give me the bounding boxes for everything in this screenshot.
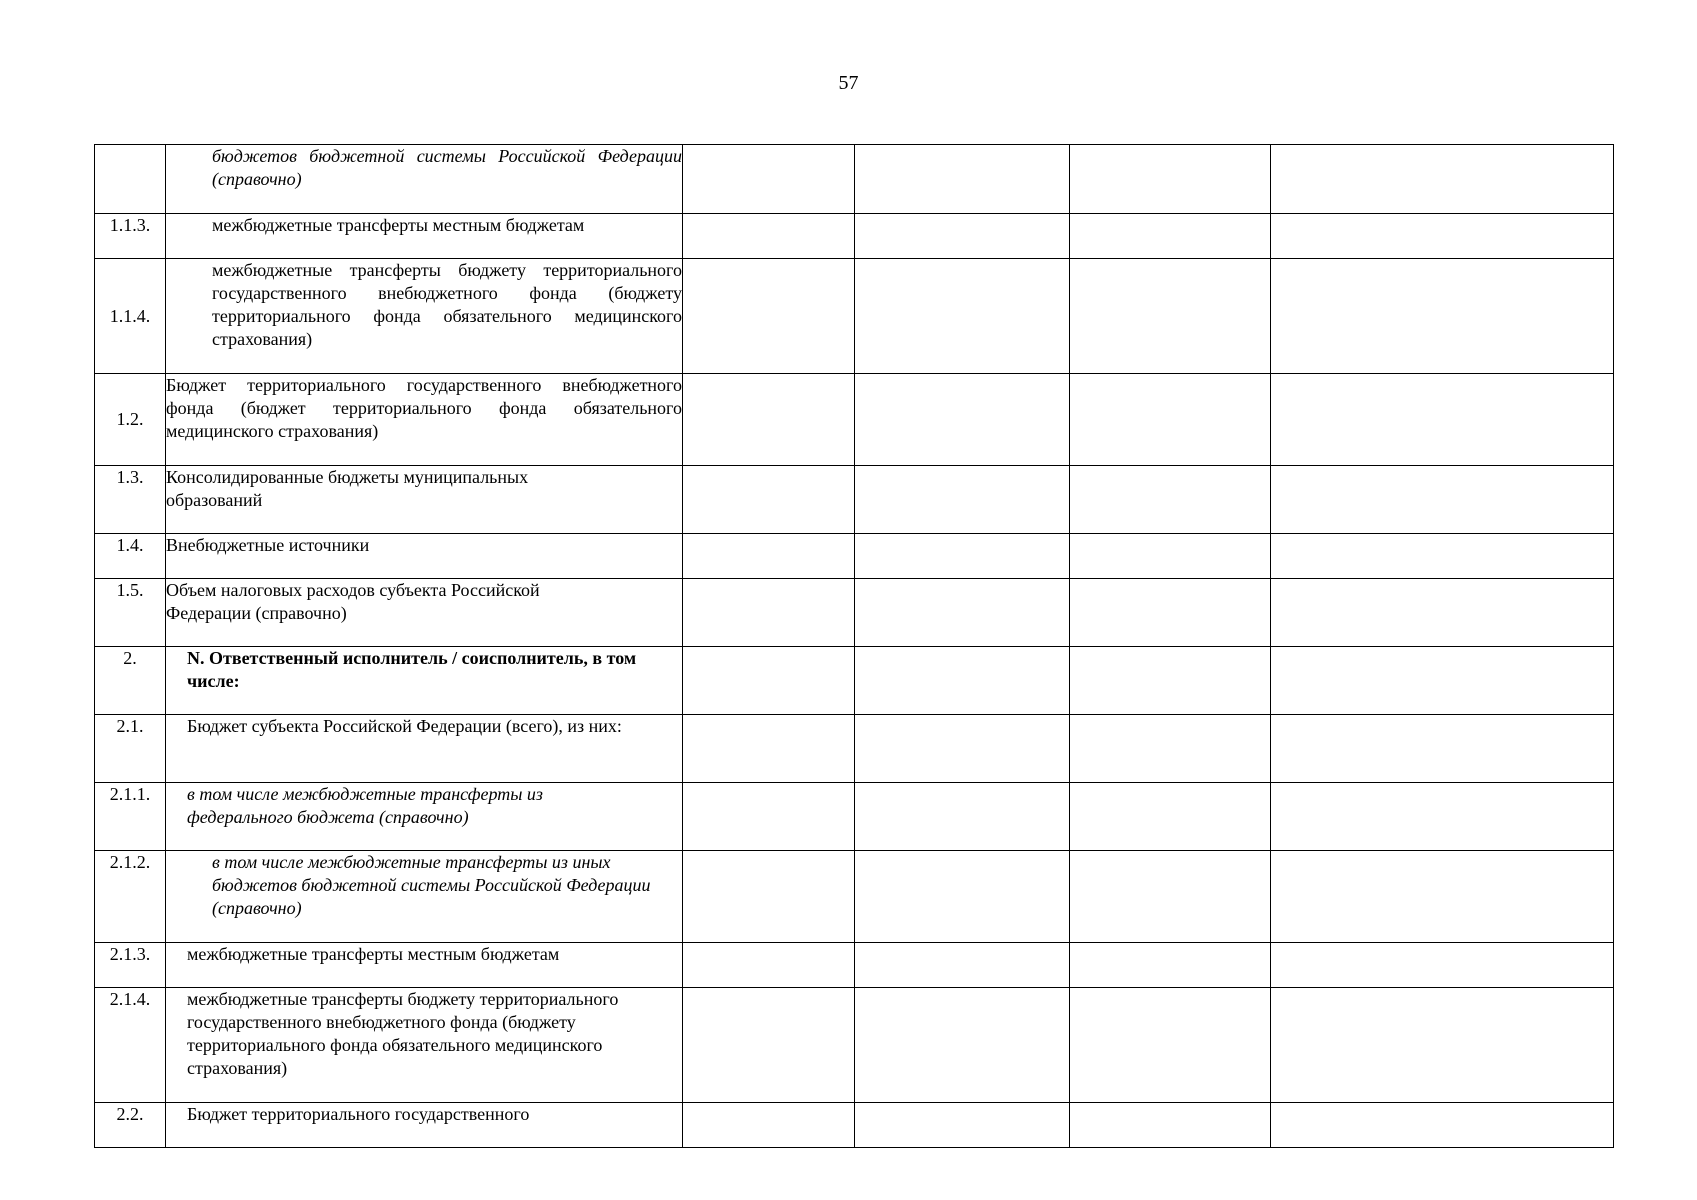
row-label: Бюджет территориального государственного: [166, 1103, 683, 1148]
value-cell: [1271, 466, 1614, 534]
row-number: 1.1.3.: [95, 214, 166, 259]
row-label: межбюджетные трансферты местным бюджетам: [166, 214, 683, 259]
row-number: 1.4.: [95, 534, 166, 579]
table-row: [95, 579, 1614, 647]
value-cell: [683, 1103, 855, 1148]
table-row: [95, 988, 1614, 1103]
value-cell: [855, 783, 1070, 851]
value-cell: [1070, 214, 1271, 259]
value-cell: [1070, 534, 1271, 579]
value-cell: [855, 214, 1070, 259]
row-label: в том числе межбюджетные трансферты из федерального бюджета (справочно): [166, 783, 683, 851]
value-cell: [855, 259, 1070, 374]
row-number: 2.1.3.: [95, 943, 166, 988]
row-label: Внебюджетные источники: [166, 534, 683, 579]
value-cell: [855, 374, 1070, 466]
value-cell: [855, 943, 1070, 988]
value-cell: [855, 988, 1070, 1103]
table-row: [95, 374, 1614, 466]
value-cell: [683, 214, 855, 259]
value-cell: [855, 647, 1070, 715]
value-cell: [1271, 534, 1614, 579]
value-cell: [1070, 988, 1271, 1103]
value-cell: [1271, 715, 1614, 783]
value-cell: [1271, 783, 1614, 851]
table-row: [95, 145, 1614, 214]
value-cell: [855, 1103, 1070, 1148]
value-cell: [683, 851, 855, 943]
row-number: 2.: [95, 647, 166, 715]
value-cell: [855, 715, 1070, 783]
row-number: 1.1.4.: [95, 259, 166, 374]
value-cell: [1271, 145, 1614, 214]
value-cell: [683, 145, 855, 214]
table-row: [95, 1103, 1614, 1148]
table-row: [95, 534, 1614, 579]
value-cell: [1070, 145, 1271, 214]
row-label: межбюджетные трансферты бюджету территориального государственного внебюджетного фонда (бюджету территориального фонда обязательного медицинского страхования): [166, 259, 683, 374]
value-cell: [1070, 851, 1271, 943]
row-label: Бюджет территориального государственного внебюджетного фонда (бюджет территориального фонда обязательного медицинского страхования): [166, 374, 683, 466]
value-cell: [1271, 374, 1614, 466]
budget-table: [94, 144, 1614, 1148]
value-cell: [855, 851, 1070, 943]
table-row: [95, 715, 1614, 783]
value-cell: [855, 466, 1070, 534]
row-number: [95, 145, 166, 214]
row-label: межбюджетные трансферты бюджету территориального государственного внебюджетного фонда (бюджету территориального фонда обязательного медицинского страхования): [166, 988, 683, 1103]
value-cell: [1271, 1103, 1614, 1148]
row-number: 2.1.1.: [95, 783, 166, 851]
value-cell: [683, 259, 855, 374]
value-cell: [1070, 374, 1271, 466]
value-cell: [683, 466, 855, 534]
row-label: Бюджет субъекта Российской Федерации (всего), из них:: [166, 715, 683, 783]
row-number: 2.1.2.: [95, 851, 166, 943]
table-row: [95, 851, 1614, 943]
table-row: [95, 214, 1614, 259]
value-cell: [1271, 259, 1614, 374]
table-row: [95, 259, 1614, 374]
value-cell: [683, 579, 855, 647]
row-number: 2.1.4.: [95, 988, 166, 1103]
value-cell: [683, 534, 855, 579]
value-cell: [855, 145, 1070, 214]
value-cell: [1271, 943, 1614, 988]
value-cell: [1271, 647, 1614, 715]
value-cell: [1070, 715, 1271, 783]
table-row: [95, 647, 1614, 715]
value-cell: [683, 943, 855, 988]
value-cell: [1271, 988, 1614, 1103]
value-cell: [683, 647, 855, 715]
row-label: N. Ответственный исполнитель / соисполнитель, в том числе:: [166, 647, 683, 715]
value-cell: [683, 783, 855, 851]
value-cell: [1070, 943, 1271, 988]
value-cell: [1271, 851, 1614, 943]
value-cell: [1271, 214, 1614, 259]
row-label: Консолидированные бюджеты муниципальных образований: [166, 466, 683, 534]
value-cell: [683, 715, 855, 783]
row-number: 1.3.: [95, 466, 166, 534]
value-cell: [1070, 579, 1271, 647]
value-cell: [1070, 783, 1271, 851]
value-cell: [855, 534, 1070, 579]
row-label: Объем налоговых расходов субъекта Российской Федерации (справочно): [166, 579, 683, 647]
table-row: [95, 783, 1614, 851]
row-number: 2.2.: [95, 1103, 166, 1148]
row-number: 1.5.: [95, 579, 166, 647]
value-cell: [855, 579, 1070, 647]
value-cell: [1070, 647, 1271, 715]
value-cell: [1271, 579, 1614, 647]
row-label: межбюджетные трансферты местным бюджетам: [166, 943, 683, 988]
value-cell: [1070, 1103, 1271, 1148]
value-cell: [1070, 466, 1271, 534]
page-number: 57: [838, 72, 859, 94]
row-number: 2.1.: [95, 715, 166, 783]
value-cell: [1070, 259, 1271, 374]
value-cell: [683, 374, 855, 466]
row-label: в том числе межбюджетные трансферты из иных бюджетов бюджетной системы Российской Федерации (справочно): [166, 851, 683, 943]
row-number: 1.2.: [95, 374, 166, 466]
row-label: бюджетов бюджетной системы Российской Федерации (справочно): [166, 145, 683, 214]
value-cell: [683, 988, 855, 1103]
table-row: [95, 943, 1614, 988]
table-row: [95, 466, 1614, 534]
